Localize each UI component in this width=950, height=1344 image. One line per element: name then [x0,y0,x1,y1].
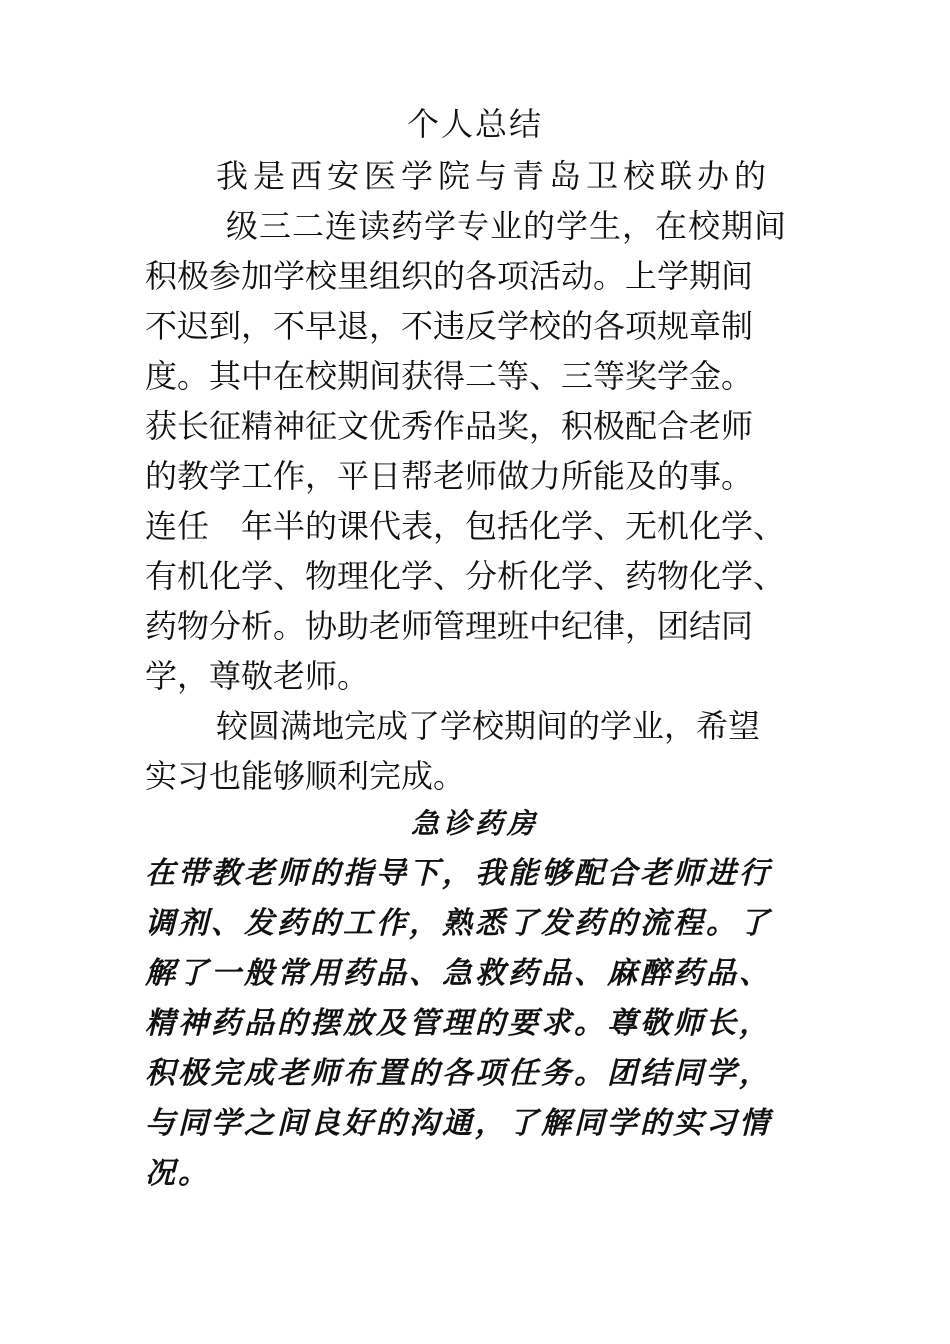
section-line: 调剂、发药的工作，熟悉了发药的流程。了 [145,906,772,941]
section-line: 解了一般常用药品、急救药品、麻醉药品、 [145,956,772,991]
body-line: 的教学工作，平日帮老师做力所能及的事。 [145,457,754,495]
section-line: 在带教老师的指导下，我能够配合老师进行 [145,856,772,891]
section-line: 与同学之间良好的沟通，了解同学的实习情 [145,1106,772,1141]
body-line: 学，尊敬老师。 [145,657,370,695]
section-line: 况。 [145,1156,211,1191]
body-line: 较圆满地完成了学校期间的学业，希望 [216,707,761,745]
document-title: 个人总结 [406,105,543,143]
section-line: 精神药品的摆放及管理的要求。尊敬师长， [145,1006,772,1041]
body-line: 连任 年半的课代表，包括化学、无机化学、 [145,507,786,545]
body-line: 我是西安医学院与青岛卫校联办的 [216,157,772,195]
body-line: 级三二连读药学专业的学生，在校期间 [226,207,788,245]
section-line: 积极完成老师布置的各项任务。团结同学， [145,1056,772,1091]
section-title: 急诊药房 [410,807,539,840]
body-line: 积极参加学校里组织的各项活动。上学期间 [145,257,754,295]
body-line: 有机化学、物理化学、分析化学、药物化学、 [145,557,786,595]
body-line: 度。其中在校期间获得二等、三等奖学金。 [145,357,754,395]
body-line: 不迟到，不早退，不违反学校的各项规章制 [145,307,754,345]
body-line: 获长征精神征文优秀作品奖，积极配合老师 [145,407,754,445]
body-line: 药物分析。协助老师管理班中纪律，团结同 [145,607,754,645]
body-line: 实习也能够顺利完成。 [145,757,466,795]
